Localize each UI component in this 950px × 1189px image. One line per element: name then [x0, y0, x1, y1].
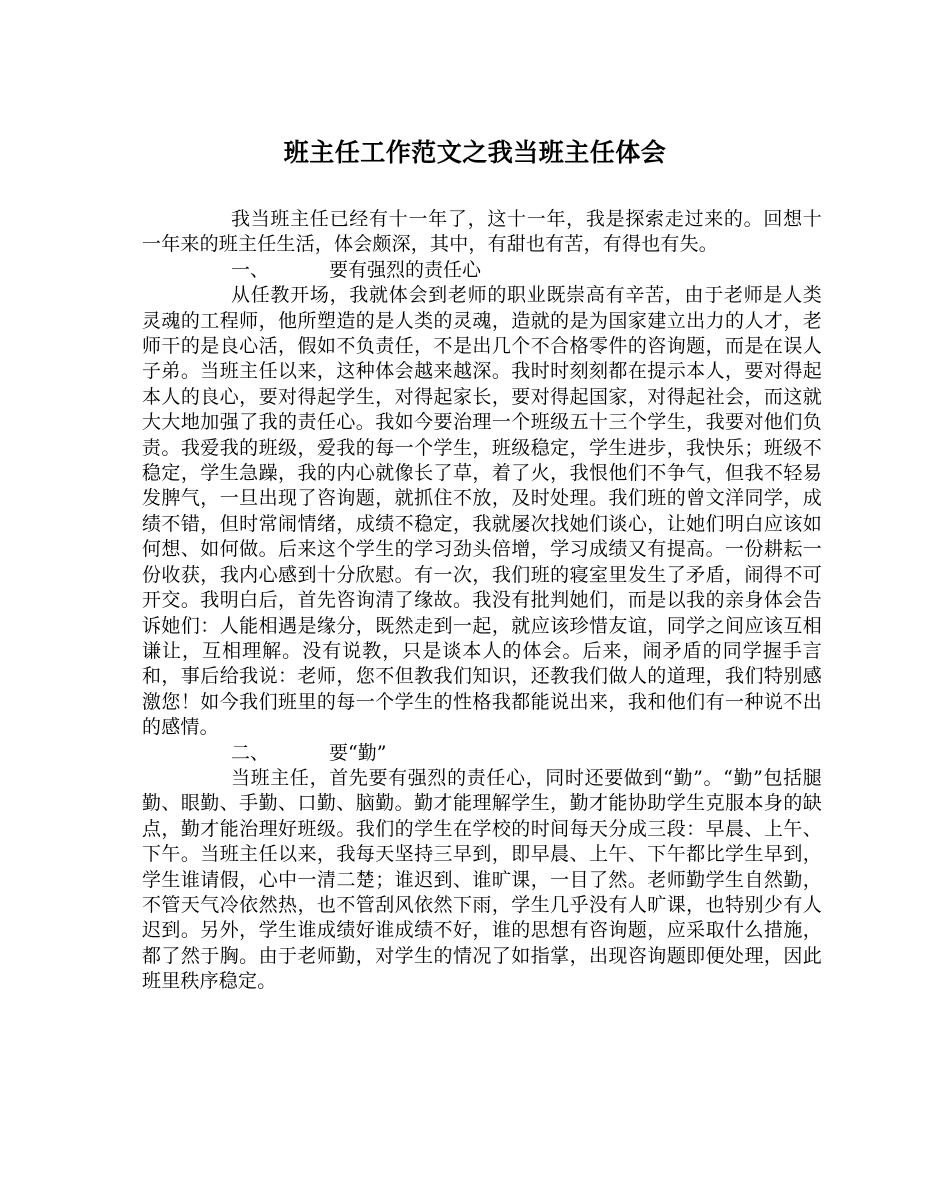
section-title-1: 要有强烈的责任心 — [329, 258, 482, 281]
document-title: 班主任工作范文之我当班主任体会 — [283, 138, 667, 167]
section-body-2: 当班主任，首先要有强烈的责任心，同时还要做到“勤”。“勤”包括腿勤、眼勤、手勤、口勤、脑勤。勤才能理解学生，勤才能协助学生克服本身的缺点，勤才能治理好班级。我们的学生在学校的时间每天分成三段：早晨、上午、下午。当班主任以来，我每天坚持三早到，即早晨、上午、下午都比学生早到，学生谁请假，心中一清二楚；谁迟到、谁旷课，一目了然。老师勤学生自然勤，不管天气冷依然热，也不管刮风依然下雨，学生几乎没有人旷课，也特别少有人迟到。另外，学生谁成绩好谁成绩不好，谁的思想有咨询题，应采取什么措施，都了然于胸。由于老师勤，对学生的情况了如指掌，出现咨询题即便处理，因此班里秩序稳定。 — [142, 766, 822, 993]
document-body — [142, 207, 822, 995]
section-heading-2 — [142, 741, 822, 766]
intro-paragraph: 我当班主任已经有十一年了，这十一年，我是探索走过来的。回想十一年来的班主任生活，体会颇深，其中，有甜也有苦，有得也有失。 — [142, 208, 822, 256]
section-number-2: 二、 — [231, 741, 270, 764]
section-number-1: 一、 — [231, 258, 270, 281]
section-body-1: 从任教开场，我就体会到老师的职业既崇高有辛苦，由于老师是人类灵魂的工程师，他所塑造的是人类的灵魂，造就的是为国家建立出力的人才，老师干的是良心活，假如不负责任，不是出几个不合格零件的咨询题，而是在误人子弟。当班主任以来，这种体会越来越深。我时时刻刻都在提示本人，要对得起本人的良心，要对得起学生，对得起家长，要对得起国家，对得起社会，而这就大大地加强了我的责任心。我如今要治理一个班级五十三个学生，我要对他们负责。我爱我的班级，爱我的每一个学生，班级稳定，学生进步，我快乐；班级不稳定，学生急躁，我的内心就像长了草，着了火，我恨他们不争气，但我不轻易发脾气，一旦出现了咨询题，就抓住不放，及时处理。我们班的曾文洋同学，成绩不错，但时常闹情绪，成绩不稳定，我就屡次找她们谈心，让她们明白应该如何想、如何做。后来这个学生的学习劲头倍增，学习成绩又有提高。一份耕耘一份收获，我内心感到十分欣慰。有一次，我们班的寝室里发生了矛盾，闹得不可开交。我明白后，首先咨询清了缘故。我没有批判她们，而是以我的亲身体会告诉她们：人能相遇是缘分，既然走到一起，就应该珍惜友谊，同学之间应该互相谦让，互相理解。没有说教，只是谈本人的体会。后来，闹矛盾的同学握手言和，事后给我说：老师，您不但教我们知识，还教我们做人的道理，我们特别感激您！如今我们班里的每一个学生的性格我都能说出来，我和他们有一种说不出的感情。 — [142, 284, 822, 739]
section-title-2: 要“勤” — [329, 741, 387, 764]
section-heading-1 — [142, 258, 822, 283]
